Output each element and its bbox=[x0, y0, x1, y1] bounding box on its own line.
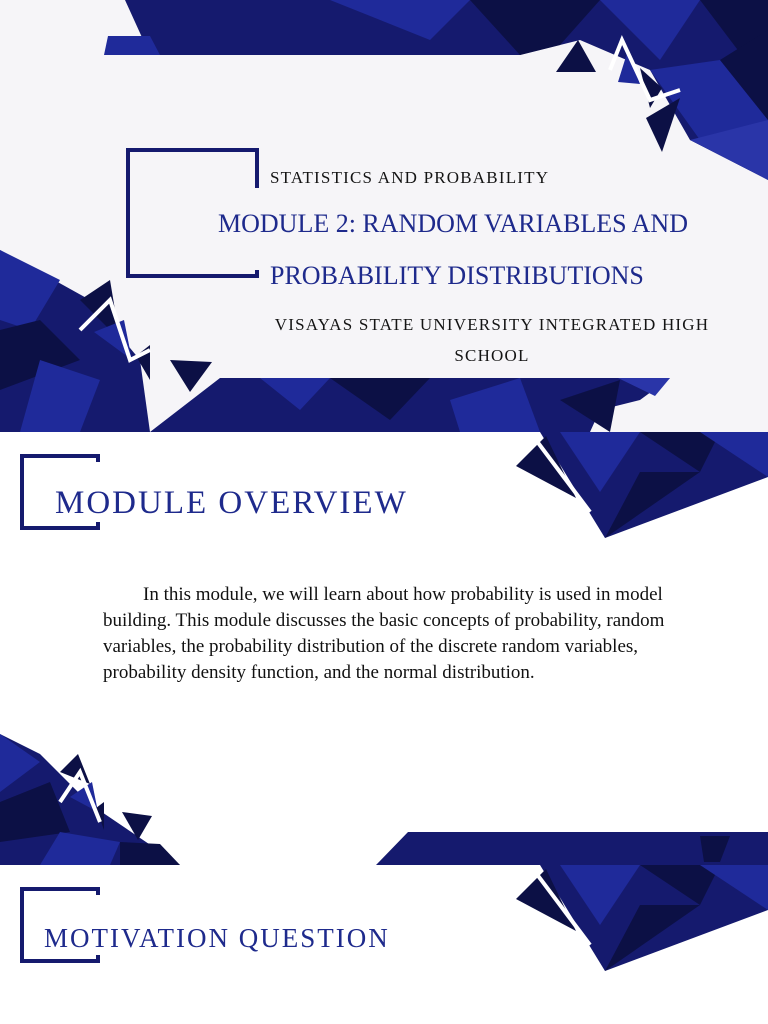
subject-label: STATISTICS AND PROBABILITY bbox=[270, 168, 550, 187]
bracket-tick-top bbox=[96, 454, 100, 462]
school-name: VISAYAS STATE UNIVERSITY INTEGRATED HIGH SCHOOL bbox=[274, 315, 710, 365]
bracket-tick-top bbox=[96, 887, 100, 895]
bracket-tick-bottom bbox=[96, 955, 100, 963]
bracket-tick-top bbox=[255, 148, 259, 188]
title-slide bbox=[0, 0, 768, 432]
bracket-tick-bottom bbox=[255, 270, 259, 278]
overview-body-text: In this module, we will learn about how probability is used in model building. This module discusses the basic concepts of probability, random variables, the probability distribution of the discrete random variables, probability density function, and the normal distribution. bbox=[103, 584, 665, 683]
overview-heading: MODULE OVERVIEW bbox=[55, 485, 408, 521]
motivation-heading: MOTIVATION QUESTION bbox=[44, 923, 390, 953]
module-title-line-2: PROBABILITY DISTRIBUTIONS bbox=[270, 261, 644, 290]
module-title-line-1: MODULE 2: RANDOM VARIABLES AND bbox=[218, 209, 688, 238]
bracket-tick-bottom bbox=[96, 522, 100, 530]
